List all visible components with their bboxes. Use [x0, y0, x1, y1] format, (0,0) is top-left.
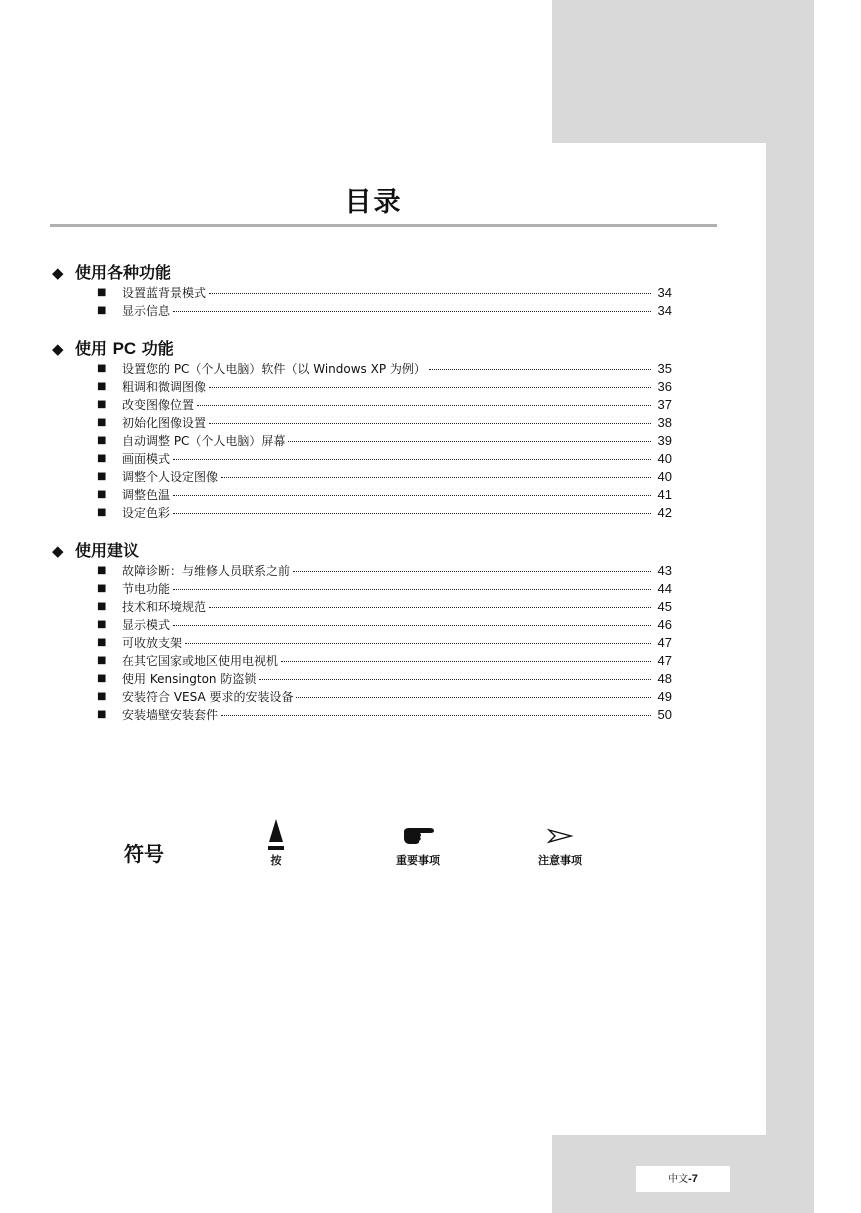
toc-item[interactable]: ■ 技术和环境规范 45 — [97, 599, 672, 614]
toc-section-features — [52, 262, 672, 320]
page-title: 目录 — [344, 187, 403, 218]
square-bullet-icon: ■ — [97, 287, 107, 298]
arrow-icon — [520, 818, 600, 852]
diamond-bullet-icon: ◆ — [52, 542, 64, 560]
toc-item[interactable]: ■ 在其它国家或地区使用电视机 47 — [97, 653, 672, 668]
section-heading: ◆ 使用 PC 功能 — [52, 339, 174, 358]
square-bullet-icon: ■ — [97, 601, 107, 612]
square-bullet-icon: ■ — [97, 471, 107, 482]
square-bullet-icon: ■ — [97, 673, 107, 684]
symbols-label: 符号 — [124, 842, 164, 866]
toc-item[interactable]: ■ 自动调整 PC（个人电脑）屏幕 39 — [97, 433, 672, 448]
press-triangle-icon — [246, 818, 306, 852]
square-bullet-icon: ■ — [97, 709, 107, 720]
toc-item[interactable]: ■ 可收放支架 47 — [97, 635, 672, 650]
toc-item[interactable]: ■ 显示模式 46 — [97, 617, 672, 632]
symbol-note: 注意事项 — [520, 818, 600, 868]
square-bullet-icon: ■ — [97, 655, 107, 666]
square-bullet-icon: ■ — [97, 363, 107, 374]
section-heading: ◆ 使用各种功能 — [52, 263, 172, 282]
square-bullet-icon: ■ — [97, 453, 107, 464]
toc-item[interactable]: ■ 使用 Kensington 防盗锁 48 — [97, 671, 672, 686]
square-bullet-icon: ■ — [97, 399, 107, 410]
toc-section-tips — [52, 540, 672, 724]
toc-item[interactable]: ■ 设定色彩 42 — [97, 505, 672, 520]
title-divider — [50, 224, 717, 227]
symbol-press: 按 — [246, 818, 306, 868]
symbol-important: 重要事项 — [378, 818, 458, 868]
toc-item[interactable]: ■ 初始化图像设置 38 — [97, 415, 672, 430]
toc-item[interactable]: ■ 调整色温 41 — [97, 487, 672, 502]
toc-item[interactable]: ■ 节电功能 44 — [97, 581, 672, 596]
toc-item[interactable]: ■ 设置蓝背景模式 34 — [97, 285, 672, 300]
toc-item[interactable]: ■ 粗调和微调图像 36 — [97, 379, 672, 394]
square-bullet-icon: ■ — [97, 435, 107, 446]
toc-item[interactable]: ■ 显示信息 34 — [97, 303, 672, 318]
toc-item[interactable]: ■ 画面模式 40 — [97, 451, 672, 466]
square-bullet-icon: ■ — [97, 619, 107, 630]
toc-item[interactable]: ■ 安装符合 VESA 要求的安装设备 49 — [97, 689, 672, 704]
diamond-bullet-icon: ◆ — [52, 340, 64, 358]
diamond-bullet-icon: ◆ — [52, 264, 64, 282]
pointing-hand-icon — [378, 818, 458, 852]
toc-item[interactable]: ■ 安装墙壁安装套件 50 — [97, 707, 672, 722]
toc-section-pc — [52, 338, 672, 522]
square-bullet-icon: ■ — [97, 305, 107, 316]
square-bullet-icon: ■ — [97, 637, 107, 648]
square-bullet-icon: ■ — [97, 489, 107, 500]
toc-item[interactable]: ■ 设置您的 PC（个人电脑）软件（以 Windows XP 为例） 35 — [97, 361, 672, 376]
gray-band-right — [766, 0, 814, 1213]
square-bullet-icon: ■ — [97, 507, 107, 518]
page-number: 中文-7 — [636, 1166, 730, 1192]
square-bullet-icon: ■ — [97, 381, 107, 392]
toc-item[interactable]: ■ 调整个人设定图像 40 — [97, 469, 672, 484]
square-bullet-icon: ■ — [97, 565, 107, 576]
square-bullet-icon: ■ — [97, 691, 107, 702]
square-bullet-icon: ■ — [97, 583, 107, 594]
toc-item[interactable]: ■ 故障诊断：与维修人员联系之前 43 — [97, 563, 672, 578]
toc-item[interactable]: ■ 改变图像位置 37 — [97, 397, 672, 412]
square-bullet-icon: ■ — [97, 417, 107, 428]
section-heading: ◆ 使用建议 — [52, 541, 140, 560]
